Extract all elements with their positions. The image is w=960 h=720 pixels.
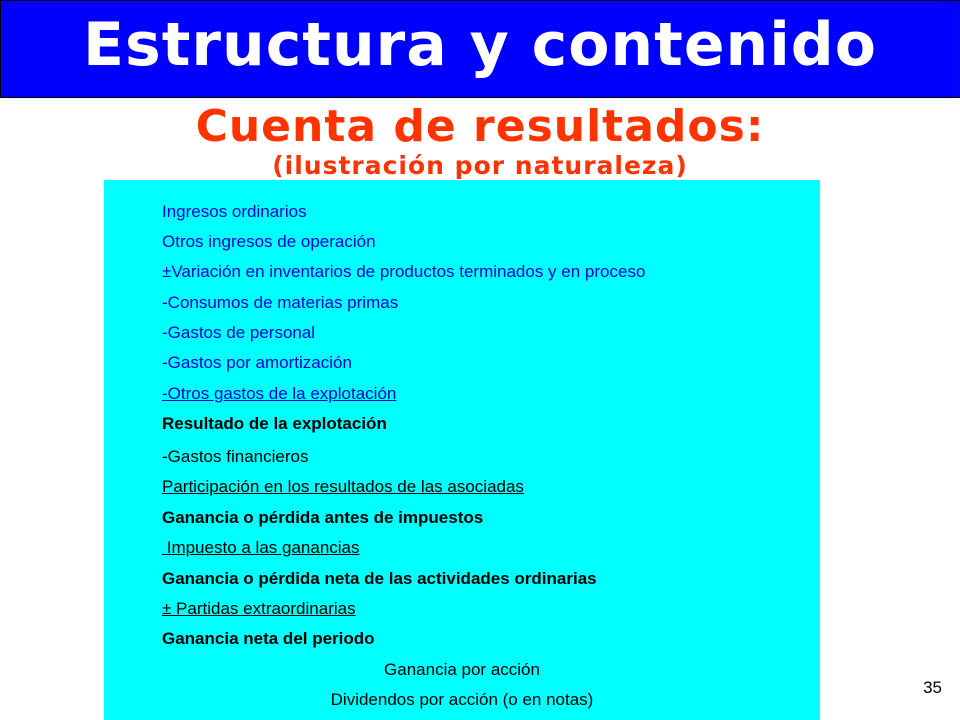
- line-ganancia-neta-ordinarias: Ganancia o pérdida neta de las actividades ordinarias: [162, 569, 597, 588]
- line-partidas-extraordinarias: ± Partidas extraordinarias: [162, 599, 356, 618]
- line-gastos-amortizacion: -Gastos por amortización: [162, 353, 352, 372]
- income-statement-panel: [104, 180, 820, 720]
- line-dividendos-por-accion: Dividendos por acción (o en notas): [330, 690, 594, 709]
- line-participacion-asociadas: Participación en los resultados de las asociadas: [162, 477, 524, 496]
- line-gastos-financieros: -Gastos financieros: [162, 447, 309, 466]
- line-ganancia-antes-impuestos: Ganancia o pérdida antes de impuestos: [162, 508, 484, 527]
- line-consumos-materias: -Consumos de materias primas: [162, 293, 399, 312]
- line-ganancia-neta-periodo: Ganancia neta del periodo: [162, 629, 375, 648]
- slide-subtitle-note: (ilustración por naturaleza): [272, 151, 688, 180]
- line-gastos-personal: -Gastos de personal: [162, 323, 316, 342]
- slide-title: Estructura y contenido: [83, 10, 877, 80]
- line-impuesto-ganancias: Impuesto a las ganancias: [162, 538, 360, 557]
- line-resultado-explotacion: Resultado de la explotación: [162, 414, 387, 433]
- line-otros-ingresos: Otros ingresos de operación: [162, 232, 376, 251]
- line-ganancia-por-accion: Ganancia por acción: [384, 660, 540, 679]
- page-number: 35: [923, 678, 942, 697]
- slide-subtitle: Cuenta de resultados:: [195, 101, 765, 152]
- line-variacion-inventarios: ±Variación en inventarios de productos terminados y en proceso: [162, 262, 646, 281]
- line-ingresos-ordinarios: Ingresos ordinarios: [162, 202, 307, 221]
- line-otros-gastos: -Otros gastos de la explotación: [162, 384, 397, 403]
